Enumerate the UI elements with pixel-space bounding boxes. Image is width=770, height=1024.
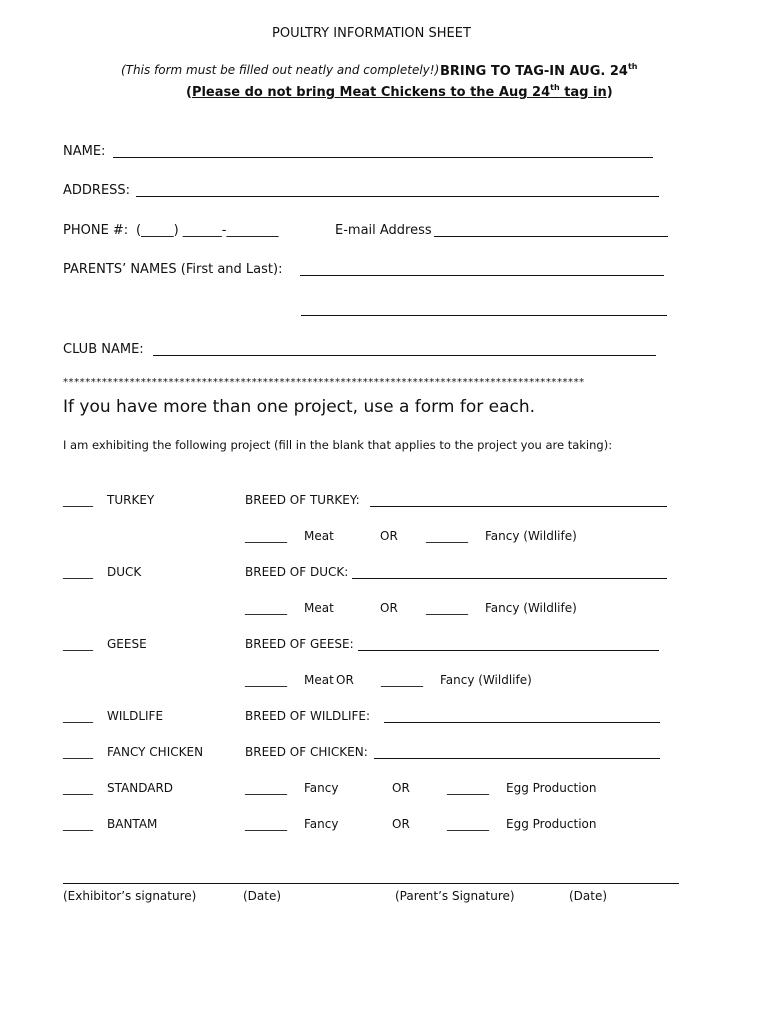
bantam-fancy-label: Fancy — [304, 817, 339, 831]
standard-fancy-blank[interactable]: _______ — [245, 781, 287, 795]
address-field[interactable] — [136, 196, 659, 197]
turkey-label: TURKEY — [107, 493, 155, 507]
instructions: I am exhibiting the following project (fill in the blank that applies to the project you are taking): — [63, 438, 613, 452]
standard-fancy-label: Fancy — [304, 781, 339, 795]
bantam-fancy-blank[interactable]: _______ — [245, 817, 287, 831]
turkey-or: OR — [380, 529, 398, 543]
geese-breed-field[interactable] — [358, 650, 659, 651]
standard-label: STANDARD — [107, 781, 174, 795]
form-title: POULTRY INFORMATION SHEET — [272, 26, 471, 41]
separator: ********************************************************************************************** — [63, 377, 585, 388]
geese-meat-label: Meat — [304, 673, 334, 687]
wildlife-breed-label: BREED OF WILDLIFE: — [245, 709, 371, 723]
duck-blank[interactable]: _____ — [63, 565, 93, 579]
parent-date-label: (Date) — [569, 889, 608, 903]
exhibitor-date-label: (Date) — [243, 889, 282, 903]
geese-or: OR — [336, 673, 354, 687]
parents-label: PARENTS’ NAMES (First and Last): — [63, 262, 283, 277]
chicken-breed-label: BREED OF CHICKEN: — [245, 745, 368, 759]
turkey-meat-label: Meat — [304, 529, 334, 543]
turkey-breed-field[interactable] — [370, 506, 667, 507]
fill-notice: (This form must be filled out neatly and completely!) — [121, 63, 440, 77]
parent-signature-label: (Parent’s Signature) — [395, 889, 515, 903]
parents-field-line-2[interactable] — [301, 315, 667, 316]
parents-field[interactable] — [300, 275, 664, 276]
duck-or: OR — [380, 601, 398, 615]
wildlife-breed-field[interactable] — [384, 722, 660, 723]
turkey-blank[interactable]: _____ — [63, 493, 93, 507]
bantam-egg-label: Egg Production — [506, 817, 597, 831]
geese-blank[interactable]: _____ — [63, 637, 93, 651]
duck-meat-blank[interactable]: _______ — [245, 601, 287, 615]
bantam-blank[interactable]: _____ — [63, 817, 93, 831]
phone-field[interactable]: (_____) ______-________ — [136, 223, 279, 238]
address-label: ADDRESS: — [63, 183, 131, 198]
meat-chicken-warning: (Please do not bring Meat Chickens to the Aug 24th tag in) — [186, 83, 613, 100]
duck-fancy-label: Fancy (Wildlife) — [485, 601, 577, 615]
geese-fancy-label: Fancy (Wildlife) — [440, 673, 532, 687]
wildlife-label: WILDLIFE — [107, 709, 164, 723]
email-label: E-mail Address — [335, 223, 432, 238]
phone-label: PHONE #: — [63, 223, 129, 238]
bantam-label: BANTAM — [107, 817, 158, 831]
duck-breed-label: BREED OF DUCK: — [245, 565, 349, 579]
turkey-fancy-label: Fancy (Wildlife) — [485, 529, 577, 543]
geese-meat-blank[interactable]: _______ — [245, 673, 287, 687]
turkey-breed-label: BREED OF TURKEY: — [245, 493, 360, 507]
bantam-or: OR — [392, 817, 410, 831]
name-field[interactable] — [113, 157, 653, 158]
geese-fancy-blank[interactable]: _______ — [381, 673, 423, 687]
email-field[interactable] — [434, 236, 668, 237]
standard-blank[interactable]: _____ — [63, 781, 93, 795]
fancy-chicken-label: FANCY CHICKEN — [107, 745, 204, 759]
tag-in-notice: BRING TO TAG-IN AUG. 24th — [440, 62, 638, 79]
project-heading: If you have more than one project, use a form for each. — [63, 397, 536, 417]
chicken-breed-field[interactable] — [374, 758, 660, 759]
standard-or: OR — [392, 781, 410, 795]
turkey-fancy-blank[interactable]: _______ — [426, 529, 468, 543]
exhibitor-signature-label: (Exhibitor’s signature) — [63, 889, 197, 903]
geese-label: GEESE — [107, 637, 147, 651]
wildlife-blank[interactable]: _____ — [63, 709, 93, 723]
bantam-egg-blank[interactable]: _______ — [447, 817, 489, 831]
standard-egg-label: Egg Production — [506, 781, 597, 795]
duck-label: DUCK — [107, 565, 142, 579]
duck-meat-label: Meat — [304, 601, 334, 615]
fancy-chicken-blank[interactable]: _____ — [63, 745, 93, 759]
club-label: CLUB NAME: — [63, 342, 144, 357]
duck-breed-field[interactable] — [352, 578, 667, 579]
duck-fancy-blank[interactable]: _______ — [426, 601, 468, 615]
turkey-meat-blank[interactable]: _______ — [245, 529, 287, 543]
geese-breed-label: BREED OF GEESE: — [245, 637, 354, 651]
standard-egg-blank[interactable]: _______ — [447, 781, 489, 795]
name-label: NAME: — [63, 144, 106, 159]
signature-line[interactable] — [63, 883, 679, 884]
club-field[interactable] — [153, 355, 656, 356]
